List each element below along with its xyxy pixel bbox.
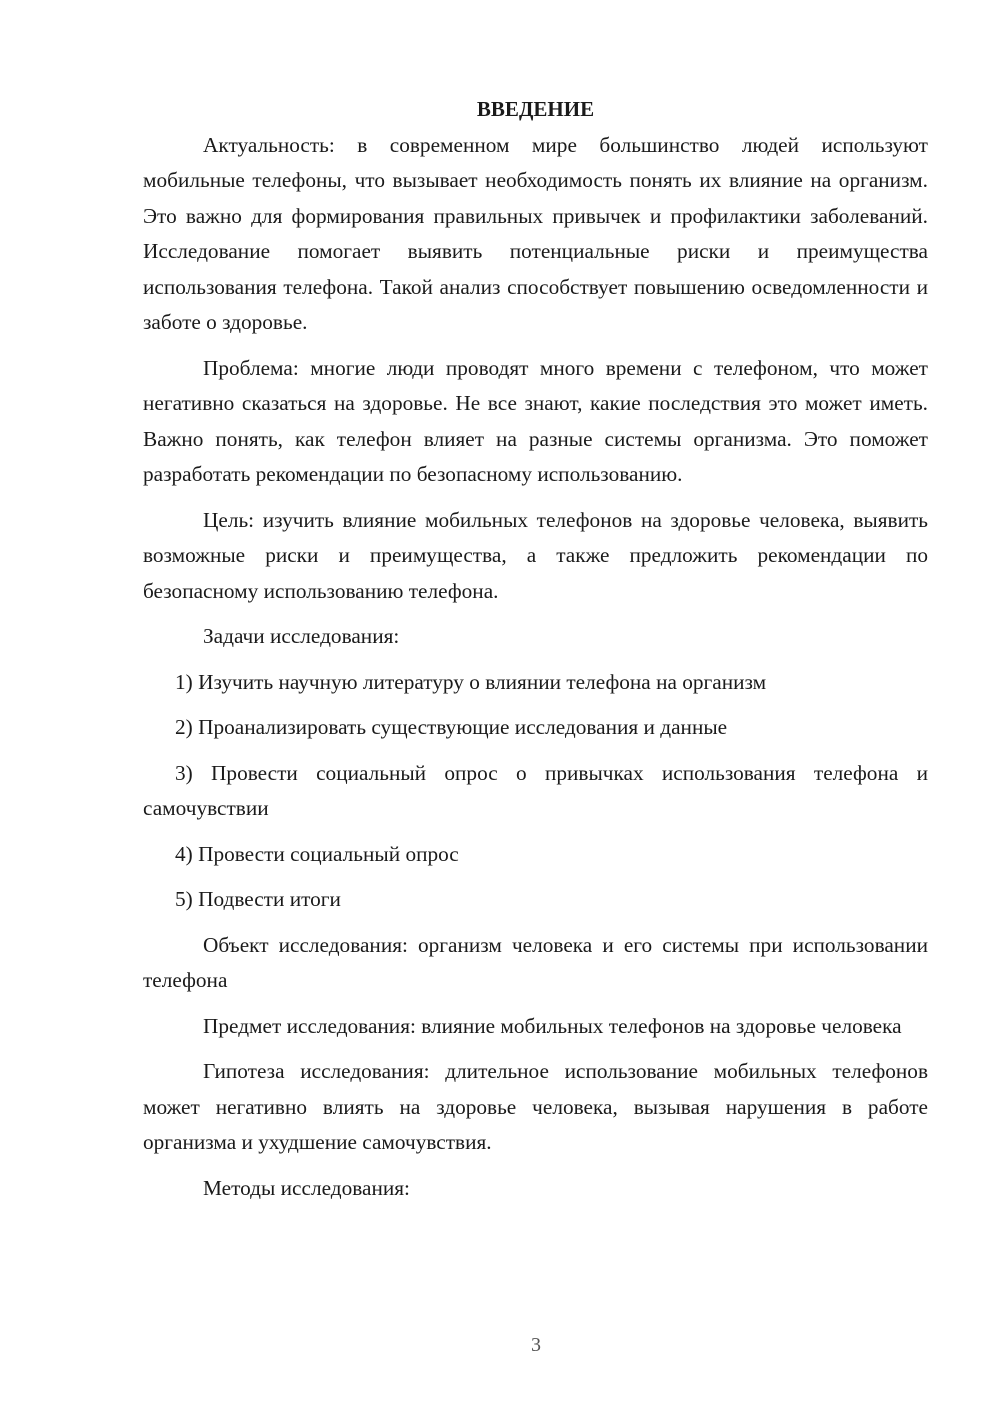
paragraph-tasks-heading: Задачи исследования:	[203, 624, 400, 648]
paragraph-relevance: Актуальность: в современном мире большинство людей используют мобильные телефоны, что вызывает необходимость понять их влияние на организм. Это важно для формирования правильных привычек и профилактики заболеваний. Исследование помогает выявить потенциальные риски и преимущества использования телефона. Такой анализ способствует повышению осведомленности и заботе о здоровье.	[143, 132, 928, 334]
paragraph-object: Объект исследования: организм человека и его системы при использовании телефона	[143, 932, 928, 992]
paragraph-subject: Предмет исследования: влияние мобильных телефонов на здоровье человека	[203, 1013, 902, 1038]
task-item-3: 3) Провести социальный опрос о привычках использования телефона и самочувствии	[143, 760, 928, 820]
task-item-1: 1) Изучить научную литературу о влиянии телефона на организм	[175, 669, 767, 694]
paragraph-goal: Цель: изучить влияние мобильных телефонов на здоровье человека, выявить возможные риски и преимущества, а также предложить рекомендации по безопасному использованию телефона.	[143, 507, 928, 603]
paragraph-problem: Проблема: многие люди проводят много времени с телефоном, что может негативно сказаться на здоровье. Не все знают, какие последствия это может иметь. Важно понять, как телефон влияет на разные системы организма. Это поможет разработать рекомендации по безопасному использованию.	[143, 355, 928, 486]
paragraph-hypothesis: Гипотеза исследования: длительное использование мобильных телефонов может негативно влиять на здоровье человека, вызывая нарушения в работе организма и ухудшение самочувствия.	[143, 1059, 928, 1154]
task-item-4: 4) Провести социальный опрос	[175, 841, 459, 866]
document-page	[143, 92, 928, 1216]
task-item-2: 2) Проанализировать существующие исследования и данные	[175, 715, 728, 739]
page-title: ВВЕДЕНИЕ	[476, 97, 595, 121]
paragraph-methods-heading: Методы исследования:	[203, 1175, 410, 1200]
task-item-5: 5) Подвести итоги	[175, 887, 341, 911]
page-number: 3	[531, 1334, 541, 1356]
